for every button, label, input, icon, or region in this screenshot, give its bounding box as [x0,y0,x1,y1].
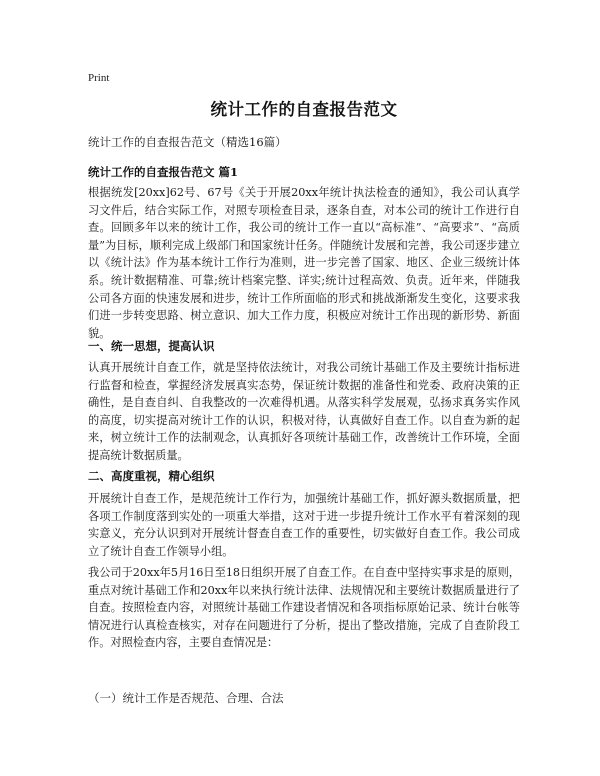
paragraph-1: 认真开展统计自查工作，就是坚持依法统计，对我公司统计基础工作及主要统计指标进行监督和检查，掌握经济发展真实态势，保证统计数据的准备性和党委、政府决策的正确性，是自查自纠、自我整改的一次难得机遇。从落实科学发展观，弘扬求真务实作风的高度，切实提高对统计工作的认识，积极对待，认真做好自查工作。以自查为新的起来，树立统计工作的法制观念，认真抓好各项统计基础工作，改善统计工作环境，全面提高统计数据质量。 [88,361,520,462]
document-title: 统计工作的自查报告范文 [210,100,398,119]
heading-2: 二、高度重视，精心组织 [88,469,215,483]
paragraph-2: 开展统计自查工作，是规范统计工作行为，加强统计基础工作，抓好源头数据质量，把各项工作制度落到实处的一项重大举措，这对于进一步提升统计工作水平有着深刻的现实意义，充分认识到对开展统计督查自查工作的重要性，切实做好自查工作。我公司成立了统计自查工作领导小组。 [88,492,520,558]
document-subtitle: 统计工作的自查报告范文（精选16篇） [88,135,287,149]
heading-1: 一、统一思想，提高认识 [88,339,215,353]
print-label: Print [88,72,110,84]
section-title: 统计工作的自查报告范文 篇1 [88,165,239,179]
list-item-1: （一）统计工作是否规范、合理、合法 [88,691,284,705]
paragraph-3: 我公司于20xx年5月16日至18日组织开展了自查工作。在自查中坚持实事求是的原则，重点对统计基础工作和20xx年以来执行统计法律、法规情况和主要统计数据质量进行了自查。按照检查内容，对照统计基础工作建设者情况和各项指标原始记录、统计台帐等情况进行认真检查核实，对存在问题进行了分析，提出了整改措施，完成了自查阶段工作。对照检查内容，主要自查情况是： [88,566,520,650]
intro-paragraph: 根据统发[20xx]62号、67号《关于开展20xx年统计执法检查的通知》，我公司认真学习文件后，结合实际工作，对照专项检查目录，逐条自查，对本公司的统计工作进行自查。回顾多年以来的统计工作，我公司的统计工作一直以“高标准”、“高要求”、“高质量”为目标，顺利完成上级部门和国家统计任务。伴随统计发展和完善，我公司逐步建立以《统计法》作为基本统计工作行为准则，进一步完善了国家、地区、企业三级统计体系。统计数据精准、可靠;统计档案完整、详实;统计过程高效、负责。近年来，伴随我公司各方面的快速发展和进步，统计工作所面临的形式和挑战渐渐发生变化，这要求我们进一步转变思路、树立意识、加大工作力度，积极应对统计工作出现的新形势、新面貌。 [88,186,520,340]
